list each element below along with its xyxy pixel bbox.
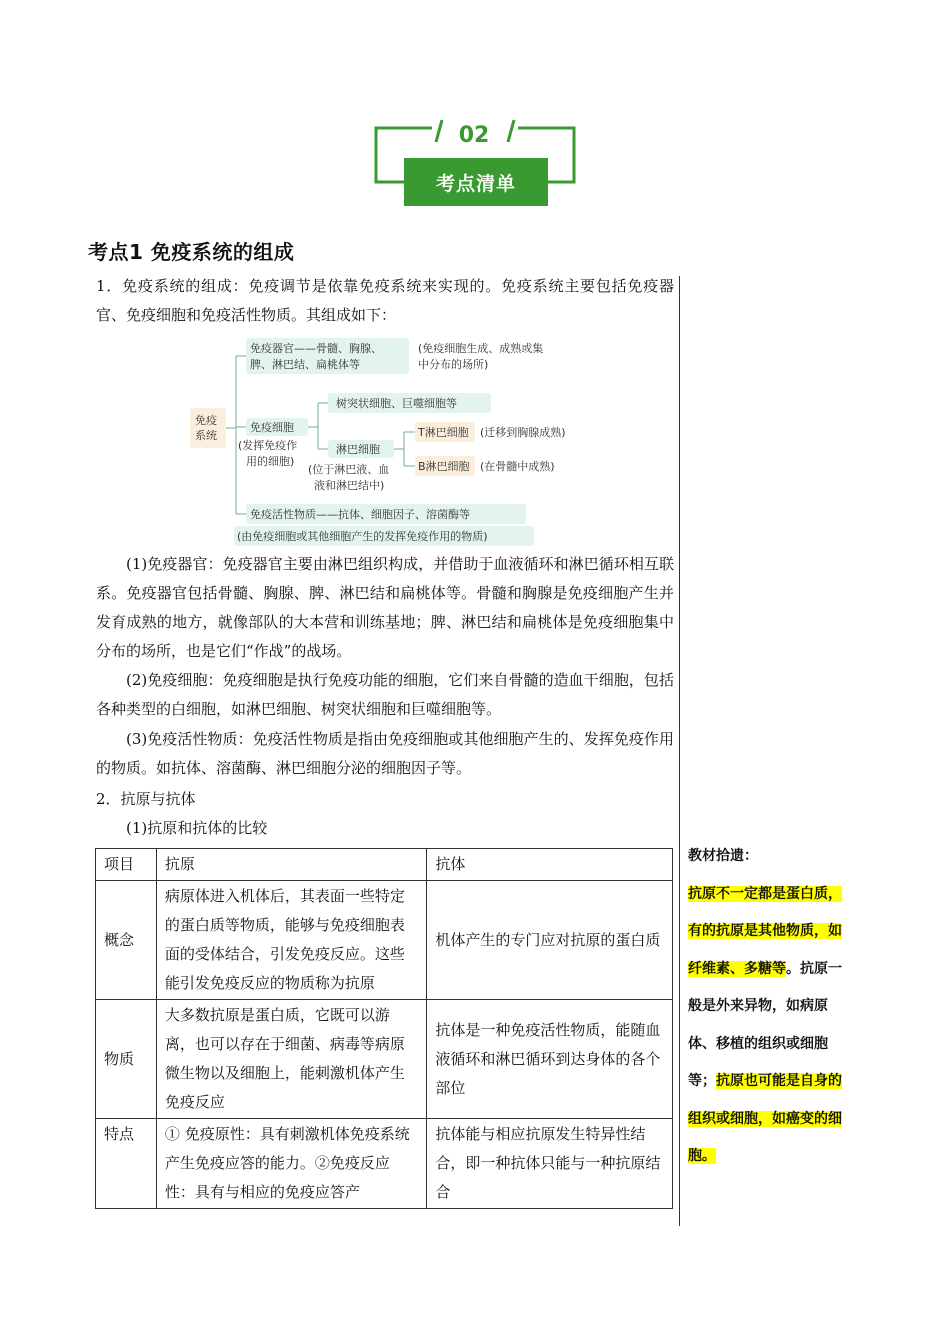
diagram-cell-note-line2: 用的细胞) bbox=[246, 455, 295, 468]
diagram-organ-note-line1: (免疫细胞生成、成熟或集 bbox=[418, 342, 544, 355]
table-cell: 病原体进入机体后，其表面一些特定的蛋白质等物质，能够与免疫细胞表面的受体结合，引发免疫反应。这些能引发免疫反应的物质称为抗原 bbox=[156, 881, 427, 1000]
diagram-lymph: 淋巴细胞 bbox=[336, 443, 380, 456]
table-cell: 抗体能与相应抗原发生特异性结合，即一种抗体只能与一种抗原结合 bbox=[427, 1119, 673, 1209]
diagram-organ-line1: 免疫器官——骨髓、胸腺、 bbox=[250, 342, 382, 355]
subheading-antigen-antibody: 2．抗原与抗体 bbox=[96, 790, 196, 808]
diagram-organ-line2: 脾、淋巴结、扁桃体等 bbox=[250, 358, 360, 371]
sidebar-highlight-2: 抗原也可能是自身的组织或细胞，如癌变的细胞。 bbox=[688, 1073, 842, 1164]
section-badge: 考点清单 bbox=[435, 172, 516, 195]
sidebar-title: 教材拾遗： bbox=[688, 848, 758, 864]
immune-system-diagram bbox=[190, 336, 590, 548]
diagram-active: 免疫活性物质——抗体、细胞因子、溶菌酶等 bbox=[250, 508, 470, 521]
diagram-lymph-note-line2: 液和淋巴结中) bbox=[314, 479, 385, 492]
diagram-root-line1: 免疫 bbox=[195, 414, 217, 427]
section-number: 02 bbox=[458, 122, 490, 148]
table-row bbox=[96, 1000, 673, 1119]
subheading-comparison: (1)抗原和抗体的比较 bbox=[126, 819, 268, 837]
antigen-antibody-table bbox=[95, 848, 673, 1209]
sidebar-highlight-1: 抗原不一定都是蛋白质，有的抗原是其他物质，如纤维素、多糖等 bbox=[688, 885, 842, 977]
table-cell: 物质 bbox=[96, 1000, 157, 1119]
column-divider bbox=[679, 276, 680, 1226]
table-cell: 大多数抗原是蛋白质，它既可以游离，也可以存在于细菌、病毒等病原微生物以及细胞上，能刺激机体产生免疫反应 bbox=[156, 1000, 427, 1119]
table-header-cell: 项目 bbox=[96, 849, 157, 881]
table-cell: 机体产生的专门应对抗原的蛋白质 bbox=[427, 881, 673, 1000]
diagram-active-note: (由免疫细胞或其他细胞产生的发挥免疫作用的物质) bbox=[237, 530, 488, 543]
diagram-b-cell: B淋巴细胞 bbox=[418, 460, 470, 473]
diagram-t-note: (迁移到胸腺成熟) bbox=[480, 426, 566, 439]
diagram-lymph-note-line1: (位于淋巴液、血 bbox=[308, 463, 390, 476]
diagram-organ-note-line2: 中分布的场所) bbox=[418, 358, 489, 371]
diagram-cell: 免疫细胞 bbox=[250, 421, 294, 434]
table-cell: 概念 bbox=[96, 881, 157, 1000]
table-header-row bbox=[96, 849, 673, 881]
table-header-cell: 抗体 bbox=[427, 849, 673, 881]
table-cell: 特点 bbox=[96, 1119, 157, 1209]
sidebar-body bbox=[688, 876, 848, 1176]
diagram-cell-note-line1: (发挥免疫作 bbox=[238, 439, 298, 452]
diagram-root-line2: 系统 bbox=[195, 429, 217, 442]
diagram-b-note: (在骨髓中成熟) bbox=[480, 460, 555, 473]
diagram-t-cell: T淋巴细胞 bbox=[418, 426, 469, 439]
table-row bbox=[96, 1119, 673, 1209]
diagram-dendritic: 树突状细胞、巨噬细胞等 bbox=[336, 397, 457, 410]
sidebar-note bbox=[688, 838, 848, 1176]
table-header-cell: 抗原 bbox=[156, 849, 427, 881]
paragraph-immune-cells: (2)免疫细胞：免疫细胞是执行免疫功能的细胞，它们来自骨髓的造血干细胞，包括各种类型的白细胞，如淋巴细胞、树突状细胞和巨噬细胞等。 bbox=[96, 671, 674, 718]
table-row bbox=[96, 881, 673, 1000]
paragraph-immune-active-substances: (3)免疫活性物质：免疫活性物质是指由免疫细胞或其他细胞产生的、发挥免疫作用的物质。如抗体、溶菌酶、淋巴细胞分泌的细胞因子等。 bbox=[96, 730, 674, 777]
table-cell: ① 免疫原性：具有刺激机体免疫系统产生免疫应答的能力。②免疫反应性：具有与相应的免疫应答产 bbox=[156, 1119, 427, 1209]
page-title: 考点1 免疫系统的组成 bbox=[88, 240, 295, 264]
table-cell: 抗体是一种免疫活性物质，能随血液循环和淋巴循环到达身体的各个部位 bbox=[427, 1000, 673, 1119]
paragraph-immune-organs: (1)免疫器官：免疫器官主要由淋巴组织构成，并借助于血液循环和淋巴循环相互联系。免疫器官包括骨髓、胸腺、脾、淋巴结和扁桃体等。骨髓和胸腺是免疫细胞产生并发育成熟的地方，就像部队的大本营和训练基地；脾、淋巴结和扁桃体是免疫细胞集中分布的场所，也是它们“作战”的战场。 bbox=[96, 555, 674, 660]
paragraph-intro: 1．免疫系统的组成：免疫调节是依靠免疫系统来实现的。免疫系统主要包括免疫器官、免疫细胞和免疫活性物质。其组成如下： bbox=[96, 277, 674, 324]
sidebar-text: 。抗原一般是外来异物，如病原体、移植的组织或细胞等； bbox=[688, 960, 842, 1089]
